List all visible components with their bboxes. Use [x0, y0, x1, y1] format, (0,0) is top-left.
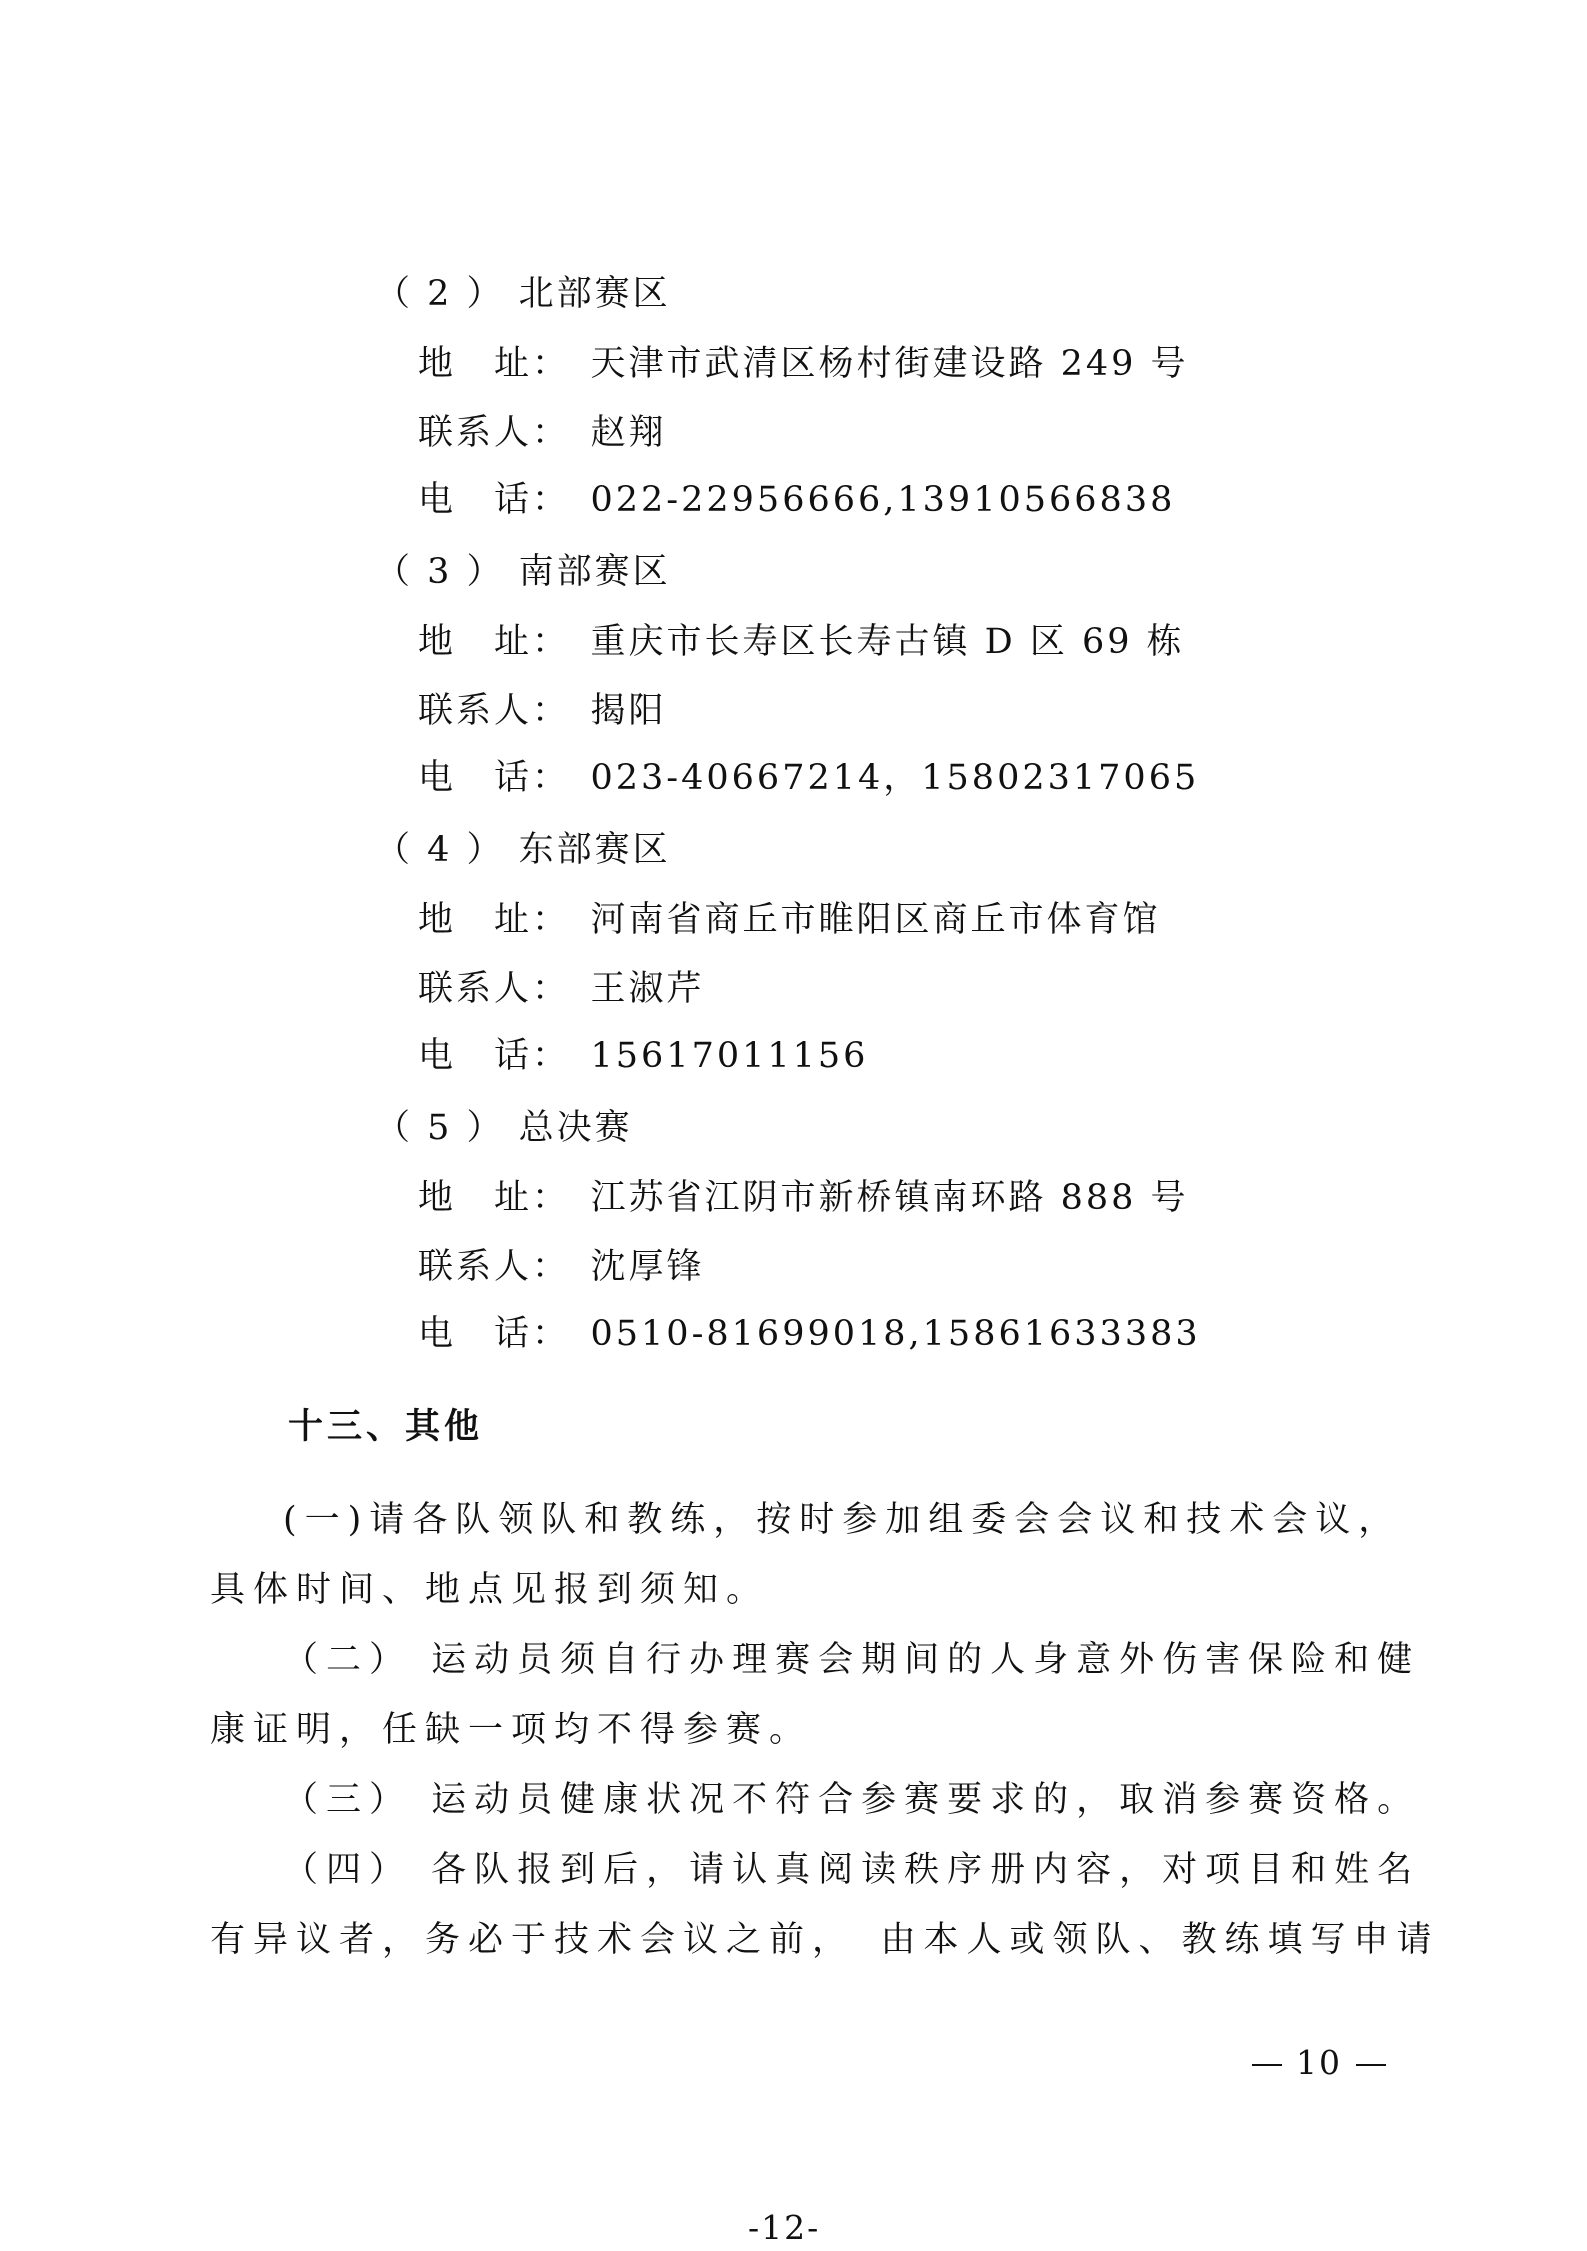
dash-left [1252, 2064, 1282, 2066]
inner-page-number [1238, 2040, 1400, 2086]
section-title: 十三、其他 [288, 1407, 484, 1447]
venue-heading-south: （ 3 ） 南部赛区 [375, 552, 671, 592]
venue-contact-north: 联系人： 赵翔 [418, 413, 667, 453]
venue-address-north: 地 址： 天津市武清区杨村街建设路 249 号 [418, 344, 1189, 384]
venue-phone-east: 电 话： 15617011156 [418, 1036, 869, 1076]
venue-contact-south: 联系人： 揭阳 [418, 691, 667, 731]
paragraph-line: (一)请各队领队和教练，按时参加组委会会议和技术会议， [283, 1500, 1402, 1540]
paragraph-line: （四） 各队报到后，请认真阅读秩序册内容，对项目和姓名 [283, 1850, 1421, 1890]
venue-address-east: 地 址： 河南省商丘市睢阳区商丘市体育馆 [418, 900, 1161, 940]
venue-address-final: 地 址： 江苏省江阴市新桥镇南环路 888 号 [418, 1178, 1189, 1218]
paragraph-line: （三） 运动员健康状况不符合参赛要求的，取消参赛资格。 [283, 1780, 1421, 1820]
inner-page-number-value: 10 [1296, 2043, 1342, 2082]
venue-heading-north: （ 2 ） 北部赛区 [375, 274, 671, 314]
venue-heading-final: （ 5 ） 总决赛 [375, 1108, 633, 1148]
paragraph-line: 康证明，任缺一项均不得参赛。 [210, 1710, 813, 1750]
venue-address-south: 地 址： 重庆市长寿区长寿古镇 D 区 69 栋 [418, 622, 1185, 662]
paragraph-line: （二） 运动员须自行办理赛会期间的人身意外伤害保险和健 [283, 1640, 1421, 1680]
outer-page-number: -12- [748, 2208, 821, 2247]
dash-right [1356, 2064, 1386, 2066]
venue-contact-east: 联系人： 王淑芹 [418, 969, 705, 1009]
paragraph-line: 有异议者，务必于技术会议之前， 由本人或领队、教练填写申请 [210, 1920, 1440, 1960]
venue-phone-final: 电 话： 0510-81699018,15861633383 [418, 1314, 1201, 1354]
paragraph-line: 具体时间、地点见报到须知。 [210, 1570, 770, 1610]
venue-phone-north: 电 话： 022-22956666,13910566838 [418, 480, 1176, 520]
venue-phone-south: 电 话： 023-40667214，15802317065 [418, 758, 1200, 798]
venue-contact-final: 联系人： 沈厚锋 [418, 1247, 705, 1287]
venue-heading-east: （ 4 ） 东部赛区 [375, 830, 671, 870]
